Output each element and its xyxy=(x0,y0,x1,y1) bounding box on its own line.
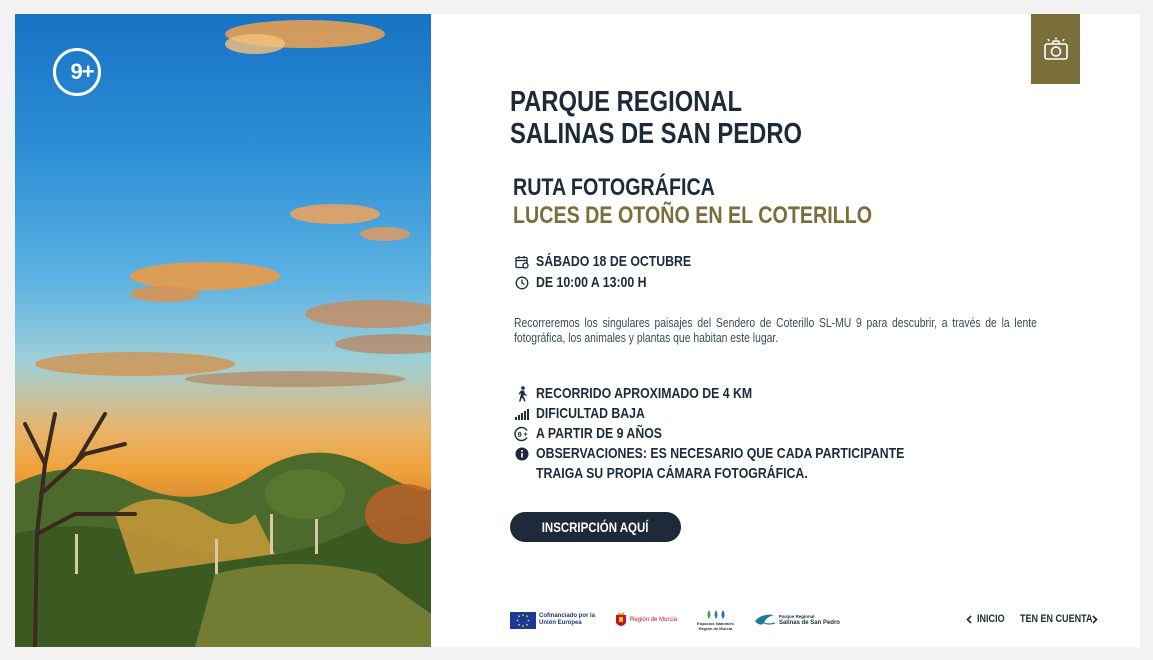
region-murcia-logo xyxy=(615,611,677,629)
difficulty-text: DIFICULTAD BAJA xyxy=(536,405,645,422)
calendar-icon xyxy=(514,254,530,270)
hiking-icon xyxy=(514,386,530,402)
route-type: RUTA FOTOGRÁFICA xyxy=(513,174,715,201)
difficulty-row xyxy=(514,405,669,422)
route-name: LUCES DE OTOÑO EN EL COTERILLO xyxy=(513,202,873,229)
svg-text:9: 9 xyxy=(517,429,522,439)
eu-logo xyxy=(510,612,595,629)
chevron-right-icon xyxy=(1092,615,1098,624)
age-icon xyxy=(514,426,530,442)
distance-text: RECORRIDO APROXIMADO DE 4 KM xyxy=(536,385,753,402)
eu-flag-icon xyxy=(510,612,536,629)
time-row xyxy=(514,274,671,291)
event-card xyxy=(15,14,1140,647)
event-description: Recorreremos los singulares paisajes del Sendero de Coterillo SL-MU 9 para descubrir, a través de la lente fotográfica, los animales y plantas que habitan este lugar. xyxy=(514,316,1037,345)
date-row xyxy=(514,253,725,270)
age-badge xyxy=(53,48,101,96)
camera-icon xyxy=(1043,37,1069,61)
title-line-1: PARQUE REGIONAL xyxy=(510,86,743,118)
clock-icon xyxy=(514,275,530,291)
camera-tab[interactable] xyxy=(1031,14,1080,84)
observations-line-1: OBSERVACIONES: ES NECESARIO QUE CADA PARTICIPANTE xyxy=(536,445,905,462)
info-icon xyxy=(514,446,530,462)
distance-row xyxy=(514,385,800,402)
landscape-illustration xyxy=(15,14,431,647)
espacios-naturales-logo xyxy=(697,609,734,631)
nav-prev-link[interactable] xyxy=(966,613,1008,625)
age-row xyxy=(514,425,690,442)
difficulty-icon xyxy=(514,406,530,422)
age-badge-text: 9+ xyxy=(70,59,94,84)
espacios-logo-line-1: Espacios Naturales xyxy=(697,621,734,626)
nav-next-link[interactable] xyxy=(1012,613,1098,625)
eu-logo-line-1: Cofinanciado por la xyxy=(539,613,596,619)
parque-salinas-logo xyxy=(754,611,840,629)
murcia-crest-icon xyxy=(615,611,627,629)
signup-button[interactable] xyxy=(510,512,681,542)
hero-photo xyxy=(15,14,431,647)
eu-logo-line-2: Unión Europea xyxy=(539,620,582,626)
drops-icon xyxy=(705,609,727,621)
sponsor-logos xyxy=(510,608,860,632)
observations-row xyxy=(514,445,985,462)
event-date: SÁBADO 18 DE OCTUBRE xyxy=(536,253,692,270)
page-title xyxy=(510,86,802,150)
observations-line-2: TRAIGA SU PROPIA CÁMARA FOTOGRÁFICA. xyxy=(536,465,808,482)
chevron-left-icon xyxy=(966,615,972,624)
parque-logo-line-2: Salinas de San Pedro xyxy=(778,620,840,626)
parque-logo-line-1: Parque Regional xyxy=(778,614,815,619)
event-time: DE 10:00 A 13:00 H xyxy=(536,274,647,291)
bird-icon xyxy=(754,611,776,629)
nav-next-label: TEN EN CUENTA xyxy=(1019,613,1093,625)
signup-button-label: INSCRIPCIÓN AQUÍ xyxy=(542,519,649,535)
title-line-2: SALINAS DE SAN PEDRO xyxy=(510,118,803,150)
espacios-logo-line-2: Región de Murcia xyxy=(698,626,733,631)
nav-prev-label: INICIO xyxy=(977,613,1005,625)
age-text: A PARTIR DE 9 AÑOS xyxy=(536,425,662,442)
region-logo-text: Región de Murcia xyxy=(630,616,678,623)
svg-text:+: + xyxy=(523,431,528,438)
